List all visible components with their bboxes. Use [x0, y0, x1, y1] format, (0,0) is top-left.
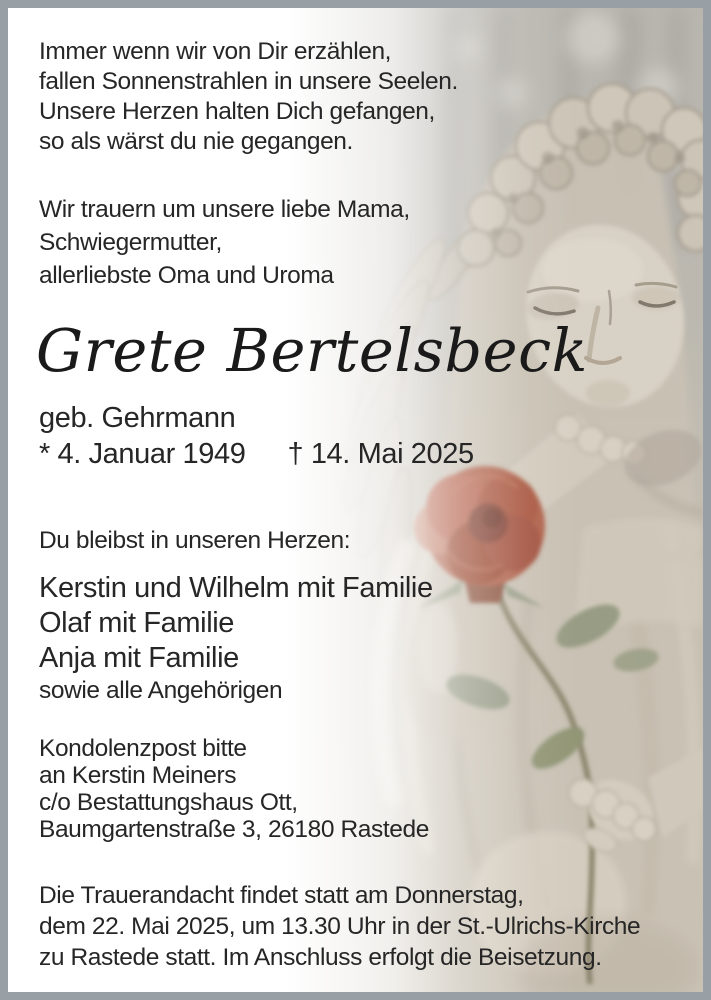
life-dates — [39, 436, 474, 472]
mourning-line: allerliebste Oma und Uroma — [39, 262, 334, 289]
condolence-line: c/o Bestattungshaus Ott, — [39, 789, 298, 816]
family-closing: sowie alle Angehörigen — [39, 677, 283, 704]
condolence-line: Baumgartenstraße 3, 26180 Rastede — [39, 816, 429, 843]
verse-line: fallen Sonnenstrahlen in unsere Seelen. — [39, 68, 458, 95]
family-member: Kerstin und Wilhelm mit Familie — [39, 572, 433, 604]
maiden-name: geb. Gehrmann — [39, 402, 236, 434]
deceased-name: Grete Bertelsbeck — [36, 316, 588, 385]
verse-line: Immer wenn wir von Dir erzählen, — [39, 38, 392, 65]
mourning-line: Schwiegermutter, — [39, 229, 222, 256]
death-date: † 14. Mai 2025 — [287, 438, 474, 470]
condolence-line: Kondolenzpost bitte — [39, 735, 247, 762]
mourning-intro — [39, 193, 410, 292]
birth-date: * 4. Januar 1949 — [39, 438, 246, 470]
condolence-address — [39, 735, 429, 843]
verse-line: Unsere Herzen halten Dich gefangen, — [39, 98, 435, 125]
condolence-line: an Kerstin Meiners — [39, 762, 237, 789]
family-member: Anja mit Familie — [39, 642, 239, 674]
remembrance-intro: Du bleibst in unseren Herzen: — [39, 527, 351, 554]
mourning-line: Wir trauern um unsere liebe Mama, — [39, 196, 410, 223]
service-line: Die Trauerandacht findet statt am Donnerstag, — [39, 882, 524, 909]
verse-line: so als wärst du nie gegangen. — [39, 128, 353, 155]
family-list — [39, 571, 433, 676]
family-member: Olaf mit Familie — [39, 607, 235, 639]
service-line: dem 22. Mai 2025, um 13.30 Uhr in der St.-Ulrichs-Kirche — [39, 913, 641, 940]
service-info — [39, 880, 640, 973]
obituary-card — [8, 8, 703, 992]
opening-verse — [39, 37, 458, 157]
service-line: zu Rastede statt. Im Anschluss erfolgt die Beisetzung. — [39, 944, 602, 971]
